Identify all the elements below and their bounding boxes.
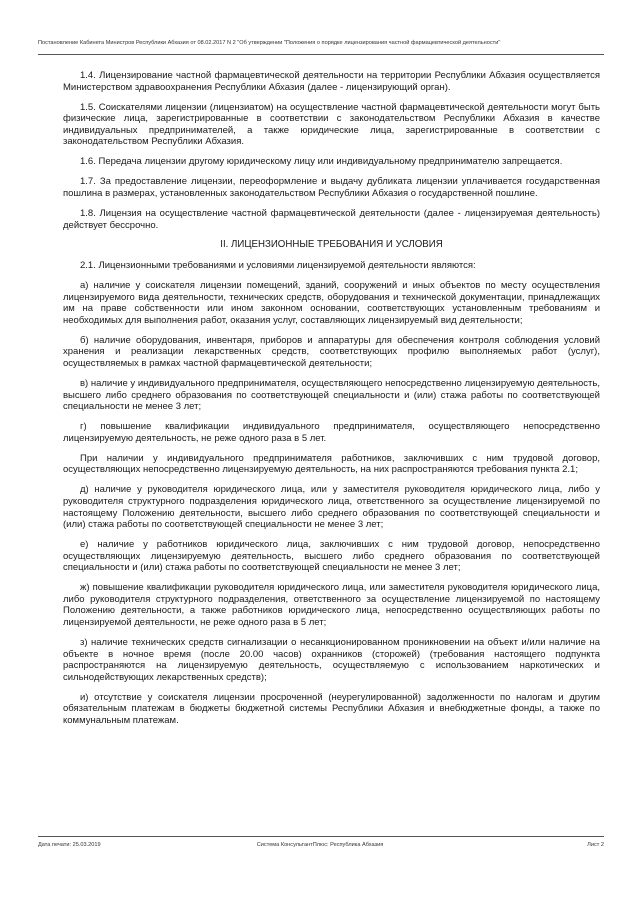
list-item-z: з) наличие технических средств сигнализации о несанкционированном проникновении на объект и/или наличие на объекте в ночное время (после 20.00 часов) охранников (сторожей) (требования настоящего подпункта распространяются на лицензируемую деятельность, осуществляемую с использованием наркотических и сильнодействующих лекарственных средств); — [63, 637, 600, 683]
paragraph-1-8: 1.8. Лицензия на осуществление частной фармацевтической деятельности (далее - лицензируемая деятельность) действует бессрочно. — [63, 207, 600, 231]
header-divider — [38, 54, 604, 55]
paragraph-1-4: 1.4. Лицензирование частной фармацевтической деятельности на территории Республики Абхазия осуществляется Министерством здравоохранения Республики Абхазия (далее - лицензирующий орган). — [63, 70, 600, 93]
paragraph-2-1: 2.1. Лицензионными требованиями и условиями лицензируемой деятельности являются: — [80, 260, 476, 272]
list-item-e: е) наличие у работников юридического лица, заключивших с ним трудовой договор, непосредственно осуществляющих лицензируемую деятельность, высшего либо среднего образования по соответствующей специальности и (или) стажа работы по соответствующей специальности не менее 3 лет; — [63, 539, 600, 574]
list-item-v: в) наличие у индивидуального предпринимателя, осуществляющего непосредственно лицензируемую деятельность, высшего либо среднего образования по соответствующей специальности и (или) стажа работы по соответствующей специальности не менее 3 лет; — [63, 378, 600, 413]
list-item-b: б) наличие оборудования, инвентаря, приборов и аппаратуры для обеспечения контроля соблюдения условий хранения и реализации лекарственных средств, соответствующих профилю выполняемых работ (услуг), осуществляемых в рамках частной фармацевтической деятельности; — [63, 334, 600, 370]
section-heading: II. ЛИЦЕНЗИОННЫЕ ТРЕБОВАНИЯ И УСЛОВИЯ — [220, 239, 443, 251]
paragraph-1-5: 1.5. Соискателями лицензии (лицензиатом) на осуществление частной фармацевтической деятельности могут быть физические лица, зарегистрированные в соответствии с законодательством Республики Абхазия в качестве индивидуальных предпринимателей, а также юридические лица, зарегистрированные в соответствии с законодательством Республики Абхазия. — [63, 101, 600, 148]
list-item-d: д) наличие у руководителя юридического лица, или у заместителя руководителя юридического лица, либо у руководителя структурного подразделения юридического лица, ответственного за осуществление лицензируемой по настоящему Положению деятельности, высшего либо среднего образования по соответствующей специальности и (или) стажа работы по соответствующей специальности не менее 3 лет; — [63, 484, 600, 531]
document-header: Постановление Кабинета Министров Республики Абхазия от 08.02.2017 N 2 "Об утверждении "Положения о порядке лицензирования частной фармацевтической деятельности" — [38, 40, 501, 46]
print-date: Дата печати: 25.03.2019 — [38, 842, 101, 848]
list-item-g: г) повышение квалификации индивидуального предпринимателя, осуществляющего непосредственно лицензируемую деятельность, не реже одного раза в 5 лет. — [63, 421, 600, 444]
list-item-zh: ж) повышение квалификации руководителя юридического лица, или заместителя руководителя юридического лица, либо руководителя структурного подразделения, ответственного за осуществление лицензируемой по настоящему Положению деятельности, а также работников юридического лица, непосредственно осуществляющих работы по лицензируемой деятельности, не реже одного раза в 5 лет; — [63, 582, 600, 629]
list-item-a: а) наличие у соискателя лицензии помещений, зданий, сооружений и иных объектов по месту осуществления лицензируемого вида деятельности, технических средств, оборудования и технической документации, принадлежащих им на праве собственности или ином законном основании, соответствующих установленным требованиям и необходимых для выполнения работ, оказания услуг, составляющих лицензируемый вид деятельности; — [63, 280, 600, 326]
list-item-i: и) отсутствие у соискателя лицензии просроченной (неурегулированной) задолженности по налогам и другим обязательным платежам в бюджеты бюджетной системы Республики Абхазия и внебюджетные фонды, а также по коммунальным платежам. — [63, 691, 600, 726]
footer-divider — [38, 836, 604, 837]
paragraph-1-7: 1.7. За предоставление лицензии, переоформление и выдачу дубликата лицензии уплачивается государственная пошлина в размерах, установленных законодательством Республики Абхазия о государственной пошлине. — [63, 176, 600, 199]
paragraph-workers: При наличии у индивидуального предпринимателя работников, заключивших с ним трудовой договор, осуществляющих непосредственно лицензируемую деятельность, на них распространяются требования пункта 2.1; — [63, 452, 600, 476]
system-name: Система КонсультантПлюс: Республика Абхазия — [256, 842, 384, 848]
paragraph-1-6: 1.6. Передача лицензии другому юридическому лицу или индивидуальному предпринимателю запрещается. — [80, 156, 563, 168]
document-body — [63, 70, 600, 735]
sheet-number: Лист 2 — [587, 842, 604, 848]
